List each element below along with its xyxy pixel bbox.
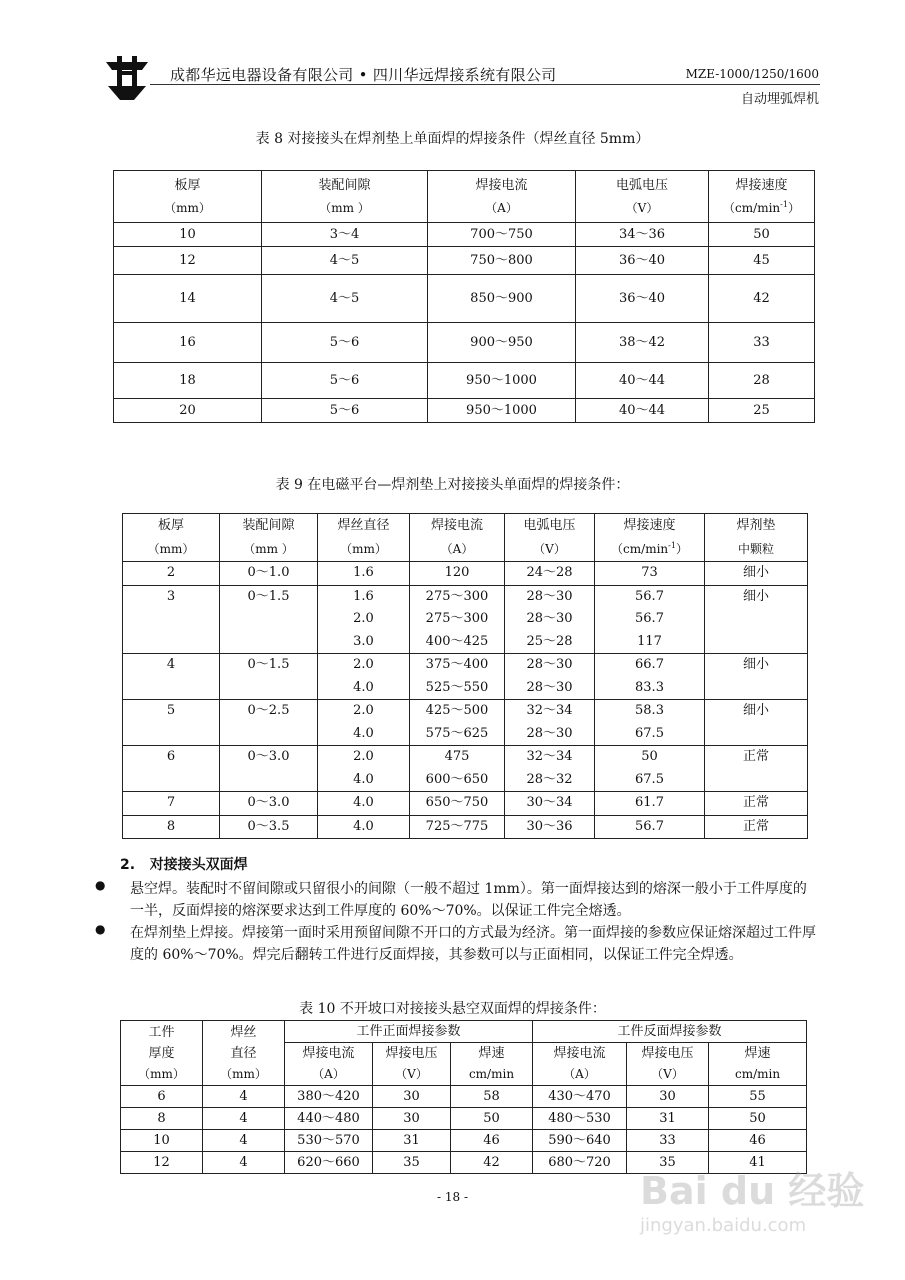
cell-line: 2.0: [353, 611, 374, 626]
table-cell: 4: [203, 1152, 285, 1174]
table-cell: 6: [121, 1086, 203, 1108]
table-cell: [505, 746, 595, 792]
table-row: [121, 1130, 807, 1152]
table-cell: 细小: [705, 562, 808, 586]
table-cell: [318, 815, 410, 839]
table8-header-cell: 装配间隙 （mm ）: [262, 171, 428, 223]
table-cell: 46: [451, 1130, 533, 1152]
table-cell: 480～530: [533, 1108, 627, 1130]
cell-line: 375～400: [425, 657, 489, 672]
cell-line: 58.3: [635, 703, 664, 718]
table-cell: 5～6: [262, 399, 428, 423]
cell-line: 32～34: [526, 749, 573, 764]
table-cell: 440～480: [285, 1108, 373, 1130]
table-cell: 0～1.0: [220, 562, 318, 586]
table-cell: 50: [709, 1108, 807, 1130]
table-row: [114, 399, 815, 423]
table-cell: 细小: [705, 585, 808, 654]
table-row: [123, 654, 808, 700]
table-cell: 36～40: [576, 275, 709, 323]
paragraph-flux-pad-welding: 在焊剂垫上焊接。焊接第一面时采用预留间隙不开口的方式最为经济。第一面焊接的参数应保证熔深超过工件厚度的 60%～70%。焊完后翻转工件进行反面焊接，其参数可以与正面相同，以保证工件完全焊透。: [130, 925, 816, 963]
table-cell: 4: [203, 1108, 285, 1130]
table-cell: 12: [121, 1152, 203, 1174]
table10-header-cell: 焊接电压 （V）: [373, 1043, 451, 1086]
table-row: [121, 1108, 807, 1130]
table-cell: 8: [121, 1108, 203, 1130]
table10-group-header-row: [121, 1021, 807, 1043]
table-cell: 40～44: [576, 363, 709, 399]
table10-header-cell: 焊接电流 （A）: [533, 1043, 627, 1086]
table9-body: [123, 562, 808, 839]
table-cell: 38～42: [576, 323, 709, 363]
cell-line: 25～28: [526, 633, 573, 649]
table-cell: 4: [203, 1086, 285, 1108]
table-cell: [410, 792, 505, 816]
table-cell: 40～44: [576, 399, 709, 423]
table-cell: [318, 654, 410, 700]
cell-line: 28～32: [526, 771, 573, 787]
table-cell: 14: [114, 275, 262, 323]
table-cell: [410, 585, 505, 654]
table-cell: 35: [627, 1152, 709, 1174]
table8-caption: 表 8 对接接头在焊剂垫上单面焊的焊接条件（焊丝直径 5mm）: [255, 131, 650, 147]
table-cell: 3: [123, 585, 220, 654]
table-cell: [318, 700, 410, 746]
table9-header-cell: 焊丝直径 （mm）: [318, 514, 410, 562]
cell-line: 4.0: [353, 771, 374, 787]
cell-line: 475: [444, 749, 470, 764]
section-heading: 2. 对接接头双面焊: [120, 857, 248, 873]
table-cell: 41: [709, 1152, 807, 1174]
cell-line: 66.7: [635, 657, 664, 672]
table-cell: 正常: [705, 815, 808, 839]
cell-line: 725～775: [425, 818, 489, 834]
header-divider: [150, 84, 820, 85]
table-row: [121, 1086, 807, 1108]
bullet-icon: ●: [95, 878, 106, 892]
cell-line: 56.7: [635, 611, 664, 626]
table-cell: 950～1000: [428, 363, 576, 399]
table-cell: 2: [123, 562, 220, 586]
table-cell: 4: [123, 654, 220, 700]
cell-line: 3.0: [353, 633, 374, 649]
table-cell: [505, 792, 595, 816]
table9-header-cell: 装配间隙 （mm ）: [220, 514, 318, 562]
table8-header-row: [114, 171, 815, 223]
cell-line: 28～30: [526, 657, 573, 672]
table-cell: 380～420: [285, 1086, 373, 1108]
table-row: [114, 363, 815, 399]
table9-header-cell: 电弧电压 （V）: [505, 514, 595, 562]
table8: [113, 170, 815, 423]
watermark-url: jingyan.baidu.com: [640, 1215, 807, 1236]
cell-line: 56.7: [635, 588, 664, 604]
table-cell: [595, 585, 705, 654]
table-cell: 0～1.5: [220, 654, 318, 700]
bullet-icon: ●: [95, 922, 106, 936]
table-cell: 30: [627, 1086, 709, 1108]
cell-line: 4.0: [353, 795, 374, 810]
table-cell: 46: [709, 1130, 807, 1152]
table-cell: 28: [709, 363, 815, 399]
company-logo-icon: [104, 56, 150, 100]
cell-line: 32～34: [526, 703, 573, 718]
table-cell: [505, 815, 595, 839]
table9-header-cell: 焊接电流 （A）: [410, 514, 505, 562]
cell-line: 28～30: [526, 611, 573, 626]
table-cell: 430～470: [533, 1086, 627, 1108]
table-cell: 42: [451, 1152, 533, 1174]
cell-line: 67.5: [635, 771, 664, 787]
table8-header-cell: 焊接电流 （A）: [428, 171, 576, 223]
table-cell: 30: [373, 1108, 451, 1130]
cell-line: 30～36: [526, 818, 573, 834]
table-cell: 20: [114, 399, 262, 423]
table-cell: 10: [121, 1130, 203, 1152]
table-cell: 58: [451, 1086, 533, 1108]
table-cell: [505, 562, 595, 586]
table-cell: 18: [114, 363, 262, 399]
cell-line: 30～34: [526, 795, 573, 810]
table-cell: 31: [627, 1108, 709, 1130]
cell-line: 275～300: [425, 611, 489, 626]
cell-line: 28～30: [526, 679, 573, 695]
table-cell: [318, 562, 410, 586]
cell-line: 1.6: [353, 588, 374, 604]
table-cell: [505, 654, 595, 700]
watermark-brand: Bai du 经验: [640, 1169, 865, 1213]
baidu-watermark: [640, 1160, 890, 1260]
cell-line: 2.0: [353, 657, 374, 672]
table-cell: 5～6: [262, 363, 428, 399]
table-cell: 590～640: [533, 1130, 627, 1152]
table-cell: 45: [709, 247, 815, 275]
table-cell: 700～750: [428, 223, 576, 247]
table-cell: [410, 815, 505, 839]
table-cell: 5～6: [262, 323, 428, 363]
cell-line: 117: [637, 633, 662, 649]
table-cell: 0～3.0: [220, 746, 318, 792]
cell-line: 24～28: [526, 565, 573, 580]
table-cell: 33: [709, 323, 815, 363]
table-cell: [410, 746, 505, 792]
table-cell: 4～5: [262, 275, 428, 323]
table9-header-cell: 焊剂垫 中颗粒: [705, 514, 808, 562]
table-cell: 50: [709, 223, 815, 247]
cell-line: 4.0: [353, 725, 374, 741]
table-cell: 33: [627, 1130, 709, 1152]
table-cell: [505, 700, 595, 746]
table-cell: 细小: [705, 654, 808, 700]
table-cell: 25: [709, 399, 815, 423]
table-cell: 16: [114, 323, 262, 363]
table-cell: 35: [373, 1152, 451, 1174]
table9-caption: 表 9 在电磁平台—焊剂垫上对接接头单面焊的焊接条件：: [275, 477, 630, 493]
table-cell: 0～3.5: [220, 815, 318, 839]
cell-line: 67.5: [635, 725, 664, 741]
cell-line: 1.6: [353, 565, 374, 580]
table10: [120, 1020, 807, 1174]
table-cell: 7: [123, 792, 220, 816]
cell-line: 4.0: [353, 818, 374, 834]
table-row: [114, 247, 815, 275]
table-cell: [318, 792, 410, 816]
cell-line: 83.3: [635, 679, 664, 695]
table-cell: [318, 585, 410, 654]
cell-line: 73: [641, 565, 658, 580]
table-cell: [595, 792, 705, 816]
cell-line: 275～300: [425, 588, 489, 604]
table-cell: 10: [114, 223, 262, 247]
table10-group-back: 工件反面焊接参数: [533, 1021, 807, 1043]
table10-caption: 表 10 不开坡口对接接头悬空双面焊的焊接条件：: [299, 1001, 606, 1017]
cell-line: 50: [641, 749, 658, 764]
table-row: [123, 746, 808, 792]
cell-line: 575～625: [425, 725, 489, 741]
table9: [122, 513, 808, 839]
table-cell: 8: [123, 815, 220, 839]
table10-header-cell: 焊丝 直径 （mm）: [203, 1021, 285, 1086]
table-cell: 5: [123, 700, 220, 746]
table-cell: 34～36: [576, 223, 709, 247]
table-cell: 36～40: [576, 247, 709, 275]
table-cell: [410, 700, 505, 746]
table-cell: 620～660: [285, 1152, 373, 1174]
cell-line: 28～30: [526, 588, 573, 604]
table10-header-cell: 焊速 cm/min: [451, 1043, 533, 1086]
table-cell: 530～570: [285, 1130, 373, 1152]
table8-header-cell: 板厚 （mm）: [114, 171, 262, 223]
cell-line: 600～650: [425, 771, 489, 787]
table-cell: 3～4: [262, 223, 428, 247]
table-cell: 750～800: [428, 247, 576, 275]
table-cell: [595, 700, 705, 746]
table-cell: 900～950: [428, 323, 576, 363]
cell-line: 2.0: [353, 749, 374, 764]
cell-line: 28～30: [526, 725, 573, 741]
table-cell: 12: [114, 247, 262, 275]
cell-line: 4.0: [353, 679, 374, 695]
table-cell: [595, 815, 705, 839]
table-row: [114, 275, 815, 323]
table-cell: 4: [203, 1130, 285, 1152]
table-cell: [595, 562, 705, 586]
table-cell: 4～5: [262, 247, 428, 275]
table-row: [114, 223, 815, 247]
table-cell: 850～900: [428, 275, 576, 323]
table-cell: 0～1.5: [220, 585, 318, 654]
table-cell: 0～3.0: [220, 792, 318, 816]
table-cell: 6: [123, 746, 220, 792]
table8-body: [114, 223, 815, 423]
table-cell: [410, 654, 505, 700]
table-cell: [410, 562, 505, 586]
table-cell: 50: [451, 1108, 533, 1130]
table-row: [123, 792, 808, 816]
table-cell: [318, 746, 410, 792]
table-cell: 680～720: [533, 1152, 627, 1174]
table-cell: 正常: [705, 792, 808, 816]
cell-line: 120: [444, 565, 470, 580]
table10-header-cell: 焊接电流 （A）: [285, 1043, 373, 1086]
table8-header-cell: 焊接速度 $(cm/\min^{-1})$: [709, 171, 815, 223]
table-cell: 细小: [705, 700, 808, 746]
table10-header-cell: 焊接电压 （V）: [627, 1043, 709, 1086]
table9-header-cell: 焊接速度 $(cm/\min^{-1})$: [595, 514, 705, 562]
table-cell: 55: [709, 1086, 807, 1108]
cell-line: 61.7: [635, 795, 664, 810]
page-number: - 18 -: [436, 1190, 468, 1204]
table-row: [123, 562, 808, 586]
table-cell: [595, 654, 705, 700]
model-number: MZE-1000/1250/1600: [685, 67, 819, 81]
company-name: 成都华远电器设备有限公司 • 四川华远焊接系统有限公司: [170, 66, 557, 84]
table10-header-cell: 焊速 cm/min: [709, 1043, 807, 1086]
table-row: [123, 585, 808, 654]
table-cell: 31: [373, 1130, 451, 1152]
table10-group-front: 工件正面焊接参数: [285, 1021, 533, 1043]
table-cell: 30: [373, 1086, 451, 1108]
table9-header-row: [123, 514, 808, 562]
paragraph-suspended-welding: 悬空焊。装配时不留间隙或只留很小的间隙（一般不超过 1mm）。第一面焊接达到的熔深一般小于工件厚度的一半，反面焊接的熔深要求达到工件厚度的 60%～70%。以保证工件完全熔透。: [130, 881, 807, 919]
table8-header-cell: 电弧电压 （V）: [576, 171, 709, 223]
cell-line: 525～550: [425, 679, 489, 695]
cell-line: 650～750: [425, 795, 489, 810]
table-cell: 42: [709, 275, 815, 323]
table-row: [123, 815, 808, 839]
table-cell: 正常: [705, 746, 808, 792]
table9-header-cell: 板厚 （mm）: [123, 514, 220, 562]
table-row: [114, 323, 815, 363]
table-cell: [505, 585, 595, 654]
table-cell: 0～2.5: [220, 700, 318, 746]
table-row: [123, 700, 808, 746]
table10-header-cell: 工件 厚度 （mm）: [121, 1021, 203, 1086]
cell-line: 2.0: [353, 703, 374, 718]
cell-line: 425～500: [425, 703, 489, 718]
product-subtitle: 自动埋弧焊机: [740, 92, 819, 107]
table-cell: [595, 746, 705, 792]
cell-line: 56.7: [635, 818, 664, 834]
table-cell: 950～1000: [428, 399, 576, 423]
cell-line: 400～425: [425, 633, 489, 649]
